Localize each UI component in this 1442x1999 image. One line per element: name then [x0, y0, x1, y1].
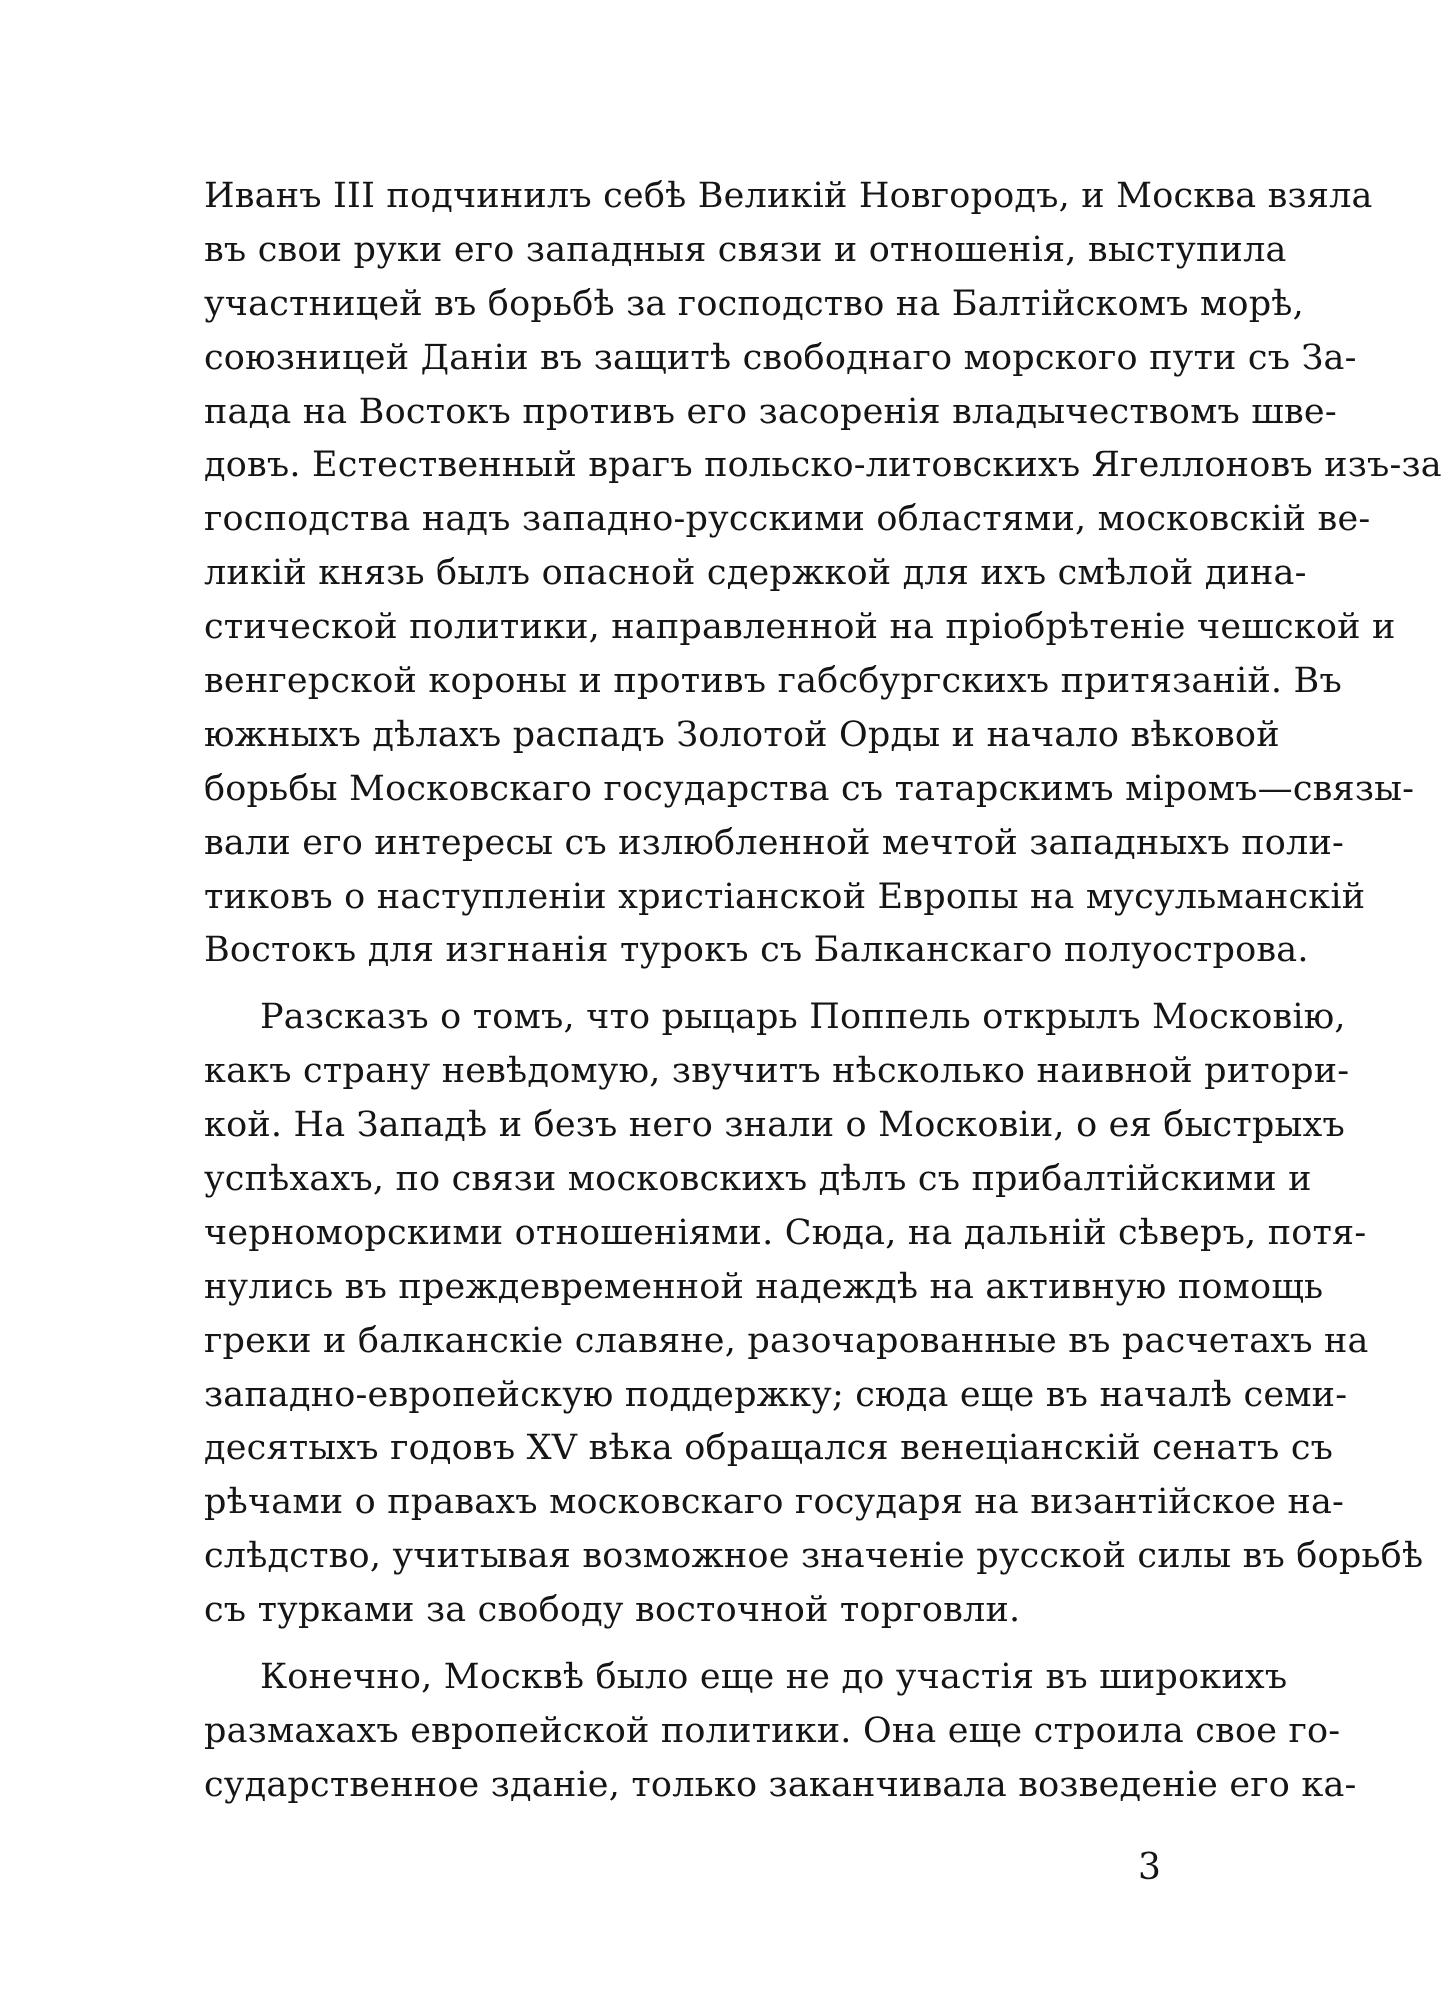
- text-line: греки и балканскіе славяне, разочарованные въ расчетахъ на: [204, 1320, 1369, 1361]
- paragraph-gap: [204, 978, 1202, 991]
- text-line: западно-европейскую поддержку; сюда еще въ началѣ семи-: [204, 1374, 1348, 1415]
- text-line: съ турками за свободу восточной торговли.: [204, 1590, 1021, 1631]
- body-text: [204, 170, 1442, 1813]
- paragraph: [204, 991, 1424, 1638]
- text-line: венгерской короны и противъ габсбургскихъ притязаній. Въ: [204, 661, 1342, 702]
- text-line: тиковъ о наступленіи христіанской Европы на мусульманскій: [204, 876, 1366, 917]
- text-line: какъ страну невѣдомую, звучитъ нѣсколько наивной ритори-: [204, 1051, 1350, 1092]
- text-line: размахахъ европейской политики. Она еще строила свое го-: [204, 1710, 1341, 1751]
- text-line: ликій князь былъ опасной сдержкой для ихъ смѣлой дина-: [204, 553, 1307, 594]
- text-line: южныхъ дѣлахъ распадъ Золотой Орды и начало вѣковой: [204, 714, 1280, 755]
- text-line: пада на Востокъ противъ его засоренія владычествомъ шве-: [204, 391, 1337, 432]
- text-line: Разсказъ о томъ, что рыцарь Поппель открылъ Московію,: [260, 997, 1346, 1038]
- text-line: сударственное зданіе, только заканчивала возведеніе его ка-: [204, 1764, 1357, 1805]
- paragraph: [204, 1651, 1357, 1813]
- text-line: стической политики, направленной на пріобрѣтеніе чешской и: [204, 607, 1396, 648]
- text-line: слѣдство, учитывая возможное значеніе русской силы въ борьбѣ: [204, 1536, 1424, 1577]
- text-line: союзницей Даніи въ защитѣ свободнаго морского пути съ За-: [204, 337, 1357, 378]
- text-line: кой. На Западѣ и безъ него знали о Московіи, о ея быстрыхъ: [204, 1105, 1345, 1146]
- text-line: Востокъ для изгнанія турокъ съ Балканскаго полуострова.: [204, 930, 1309, 971]
- text-line: довъ. Естественный врагъ польско-литовскихъ Ягеллоновъ изъ-за: [204, 445, 1442, 486]
- paragraph: [204, 170, 1442, 978]
- text-line: вали его интересы съ излюбленной мечтой западныхъ поли-: [204, 822, 1345, 863]
- text-line: въ свои руки его западныя связи и отношенія, выступила: [204, 229, 1287, 270]
- text-line: борьбы Московскаго государства съ татарскимъ міромъ—связы-: [204, 768, 1415, 809]
- text-line: рѣчами о правахъ московскаго государя на византійское на-: [204, 1482, 1345, 1523]
- text-line: господства надъ западно-русскими областями, московскій ве-: [204, 499, 1371, 540]
- text-line: успѣхахъ, по связи московскихъ дѣлъ съ прибалтійскими и: [204, 1159, 1312, 1200]
- text-line: десятыхъ годовъ XV вѣка обращался венеціанскій сенатъ съ: [204, 1428, 1334, 1469]
- paragraph-gap: [204, 1638, 1202, 1651]
- text-line: Иванъ III подчинилъ себѣ Великій Новгородъ, и Москва взяла: [204, 176, 1373, 216]
- text-line: Конечно, Москвѣ было еще не до участія въ широкихъ: [260, 1657, 1288, 1698]
- page-number: 3: [1138, 1847, 1161, 1888]
- text-line: участницей въ борьбѣ за господство на Балтійскомъ морѣ,: [204, 283, 1304, 324]
- text-line: нулись въ преждевременной надеждѣ на активную помощь: [204, 1266, 1324, 1307]
- text-line: черноморскими отношеніями. Сюда, на дальній сѣверъ, потя-: [204, 1212, 1367, 1253]
